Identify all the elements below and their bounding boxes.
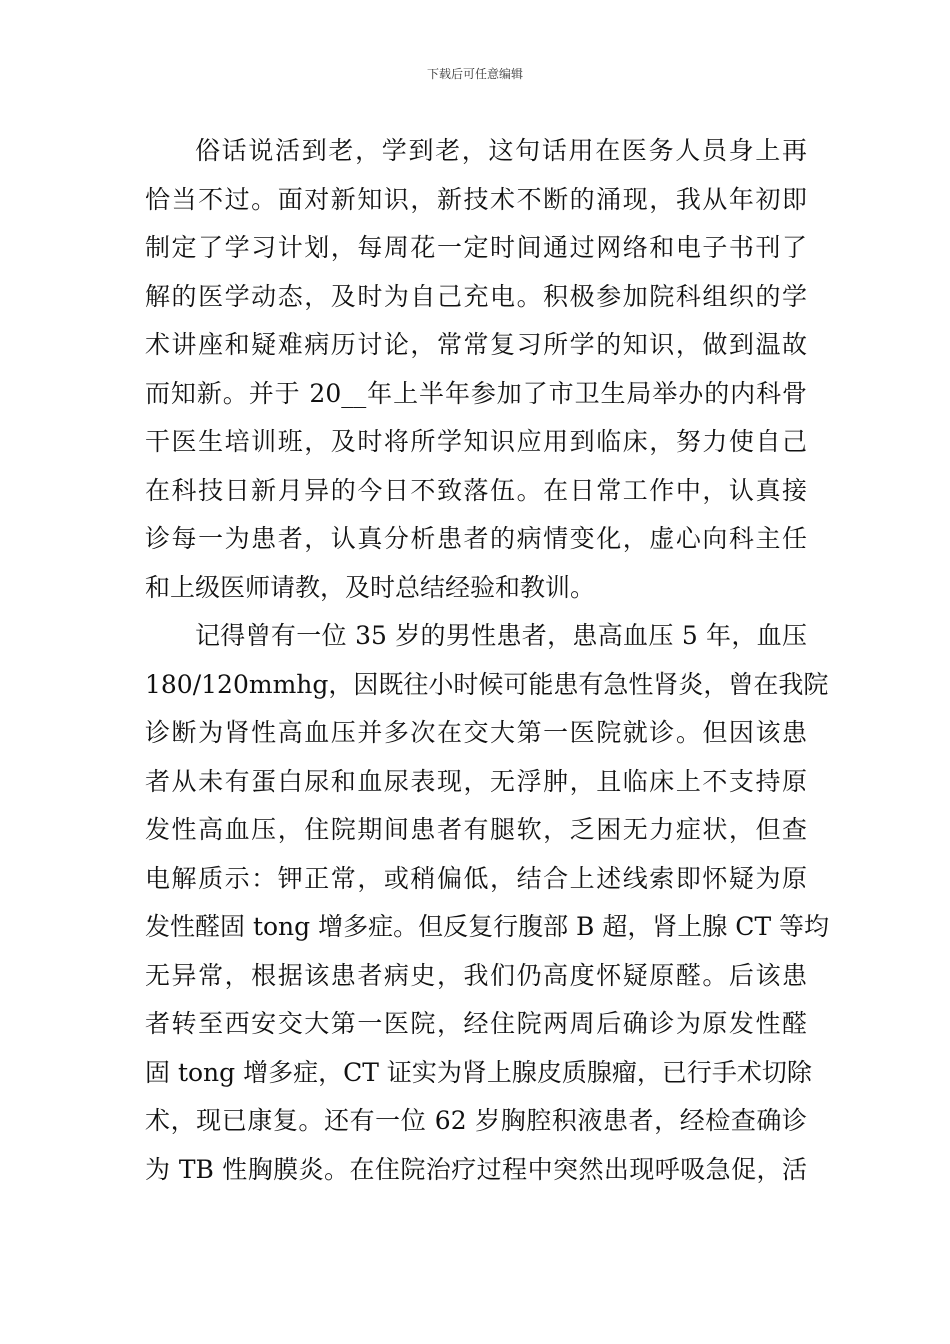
text-line: 制定了学习计划，每周花一定时间通过网络和电子书刊了 — [145, 233, 807, 262]
paragraph-1 — [145, 127, 807, 612]
text-line: 电解质示：钾正常，或稍偏低，结合上述线索即怀疑为原 — [145, 863, 807, 893]
text-line: 恰当不过。面对新知识，新技术不断的涌现，我从年初即 — [145, 184, 807, 214]
text-line: 记得曾有一位 35 岁的男性患者，患高血压 5 年，血压 — [195, 621, 807, 650]
page-header: 下载后可任意编辑 — [426, 67, 523, 81]
text-line: 术讲座和疑难病历讨论，常常复习所学的知识，做到温故 — [145, 330, 807, 359]
text-line: 为 TB 性胸膜炎。在住院治疗过程中突然出现呼吸急促，活 — [145, 1154, 807, 1184]
text-line: 者从未有蛋白尿和血尿表现，无浮肿，且临床上不支持原 — [145, 766, 807, 796]
text-line: 术，现已康复。还有一位 62 岁胸腔积液患者，经检查确诊 — [145, 1106, 807, 1135]
text-line: 发性高血压，住院期间患者有腿软，乏困无力症状，但查 — [145, 815, 807, 844]
text-line: 者转至西安交大第一医院，经住院两周后确诊为原发性醛 — [145, 1009, 807, 1038]
text-line: 诊每一为患者，认真分析患者的病情变化，虚心向科主任 — [145, 524, 807, 553]
text-line: 俗话说活到老，学到老，这句话用在医务人员身上再 — [195, 136, 807, 165]
text-line: 无异常，根据该患者病史，我们仍高度怀疑原醛。后该患 — [145, 960, 807, 990]
text-line: 解的医学动态，及时为自己充电。积极参加院科组织的学 — [145, 281, 807, 311]
text-line: 在科技日新月异的今日不致落伍。在日常工作中，认真接 — [145, 475, 807, 505]
paragraph-2 — [145, 612, 830, 1194]
text-line: 180/120mmhg，因既往小时候可能患有急性肾炎，曾在我院 — [145, 669, 829, 699]
text-line: 发性醛固 tong 增多症。但反复行腹部 B 超，肾上腺 CT 等均 — [145, 912, 830, 941]
text-line: 诊断为肾性高血压并多次在交大第一医院就诊。但因该患 — [145, 718, 807, 747]
text-line: 固 tong 增多症，CT 证实为肾上腺皮质腺瘤，已行手术切除 — [145, 1057, 812, 1087]
text-line: 而知新。并于 20__年上半年参加了市卫生局举办的内科骨 — [145, 378, 807, 408]
text-line: 干医生培训班，及时将所学知识应用到临床，努力使自己 — [145, 427, 807, 456]
document-body — [145, 127, 830, 1194]
text-line: 和上级医师请教，及时总结经验和教训。 — [145, 572, 596, 602]
